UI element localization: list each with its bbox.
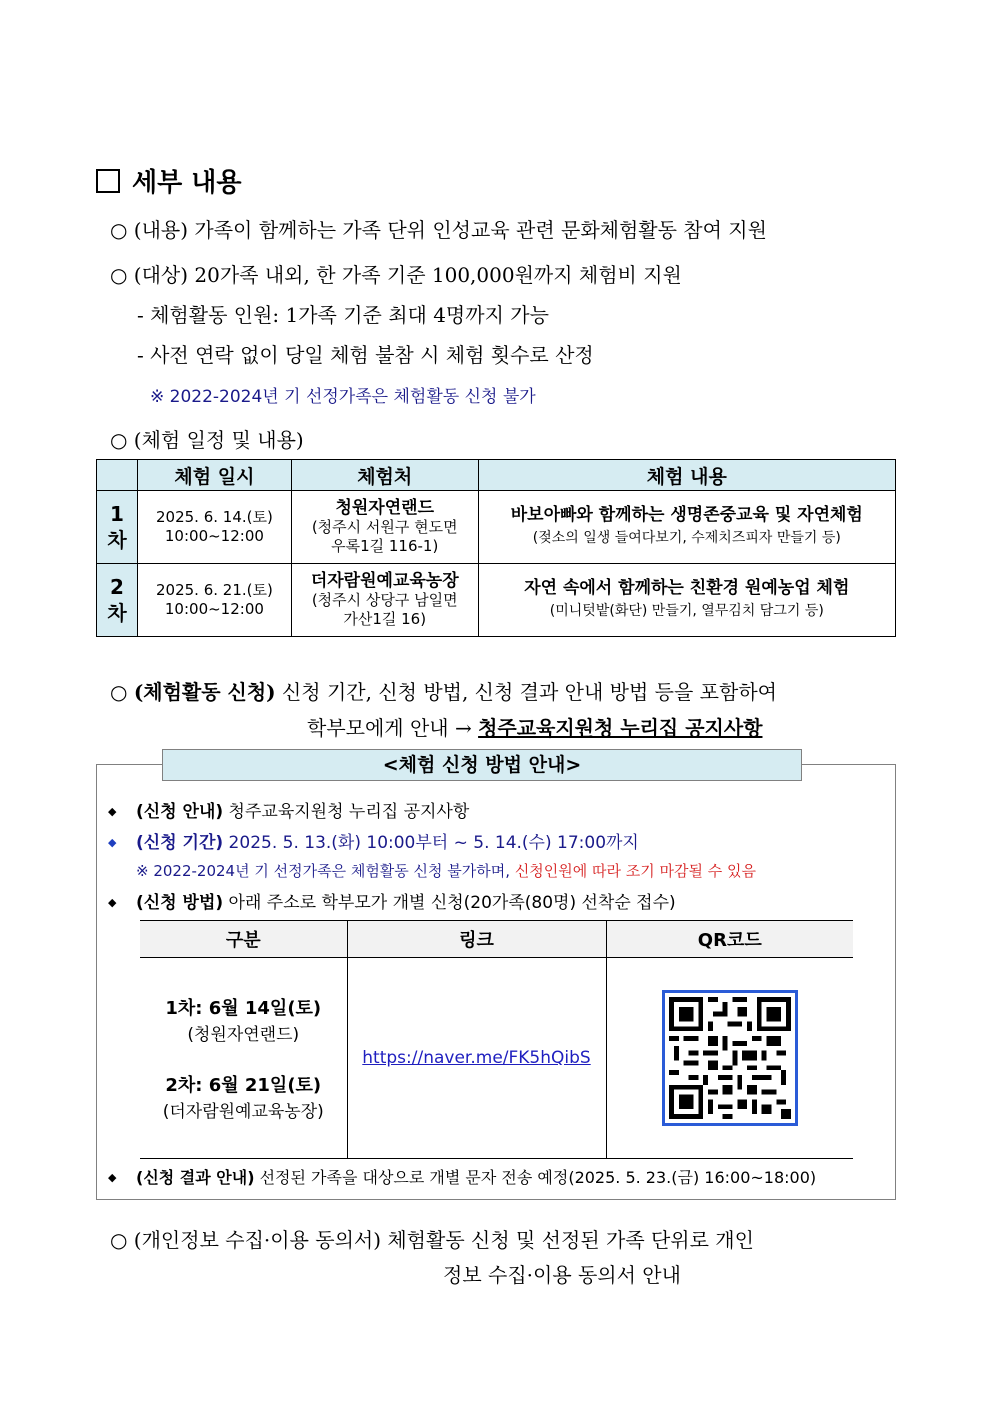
sub-bullet-1: - 체험활동 인원: 1가족 기준 최대 4명까지 가능 bbox=[137, 303, 549, 327]
place-name: 청원자연랜드 bbox=[335, 497, 434, 518]
guide-item-label: (신청 안내) bbox=[136, 802, 224, 822]
header-empty bbox=[97, 460, 138, 491]
header-qr: QR코드 bbox=[606, 921, 853, 958]
bullet-content: ○ (내용) 가족이 함께하는 가족 단위 인성교육 관련 문화체험활동 참여 지원 bbox=[110, 218, 767, 242]
round-2-date: 2차: 6월 21일(토) bbox=[165, 1075, 322, 1096]
guide-item-label: (신청 방법) bbox=[136, 893, 224, 913]
header-place: 체험처 bbox=[291, 460, 478, 491]
diamond-bullet-icon: ◆ bbox=[108, 836, 117, 849]
content-sub: (젖소의 일생 들여다보기, 수제치즈피자 만들기 등) bbox=[532, 530, 841, 546]
content-sub: (미니텃밭(화단) 만들기, 열무김치 담그기 등) bbox=[549, 603, 824, 619]
guide-item-label: (신청 결과 안내) bbox=[136, 1168, 255, 1187]
date: 2025. 6. 14.(토) bbox=[155, 508, 273, 526]
note-restriction: ※ 2022-2024년 기 선정가족은 체험활동 신청 불가 bbox=[150, 387, 536, 407]
guide-item-text: 아래 주소로 학부모가 개별 신청(20가족(80명) 선착순 접수) bbox=[223, 893, 676, 913]
schedule-row bbox=[97, 491, 896, 564]
place-cell bbox=[291, 491, 478, 564]
guide-item-label: (신청 기간) bbox=[136, 833, 224, 853]
date-cell bbox=[137, 491, 291, 564]
diamond-bullet-icon: ◆ bbox=[108, 896, 117, 909]
place-address: (청주시 서원구 현도면 bbox=[311, 517, 458, 536]
header-date: 체험 일시 bbox=[137, 460, 291, 491]
guide-item-text: 선정된 가족을 대상으로 개별 문자 전송 예정(2025. 5. 23.(금) 16:00~18:00) bbox=[254, 1168, 817, 1187]
guide-item-notice bbox=[108, 797, 469, 822]
round-1-date: 1차: 6월 14일(토) bbox=[165, 998, 322, 1019]
application-url-link[interactable]: https://naver.me/FK5hQibS bbox=[362, 1048, 591, 1068]
round-cell bbox=[97, 564, 138, 637]
round-suffix: 차 bbox=[107, 601, 127, 625]
rounds-cell bbox=[140, 958, 347, 1159]
qr-code-icon[interactable] bbox=[662, 990, 798, 1126]
header-content: 체험 내용 bbox=[478, 460, 895, 491]
application-text: 학부모에게 안내 → bbox=[307, 716, 479, 740]
schedule-header-row bbox=[97, 460, 896, 491]
round-2-place: (더자람원예교육농장) bbox=[162, 1102, 324, 1122]
diamond-bullet-icon: ◆ bbox=[108, 805, 117, 818]
notice-board-link[interactable]: 청주교육지원청 누리집 공지사항 bbox=[478, 716, 763, 740]
guide-item-method bbox=[108, 888, 676, 913]
header-category: 구분 bbox=[140, 921, 347, 958]
diamond-bullet-icon: ◆ bbox=[108, 1171, 117, 1184]
place-name: 더자람원예교육농장 bbox=[310, 570, 459, 591]
place-cell bbox=[291, 564, 478, 637]
content-cell bbox=[478, 564, 895, 637]
time: 10:00~12:00 bbox=[164, 527, 264, 545]
guide-note bbox=[136, 860, 756, 881]
application-link-table bbox=[140, 920, 853, 1159]
round-number: 2 bbox=[110, 575, 124, 599]
schedule-heading: ○ (체험 일정 및 내용) bbox=[110, 428, 304, 452]
guide-item-result bbox=[108, 1165, 816, 1188]
place-address: 가산1길 16) bbox=[343, 609, 427, 628]
round-suffix: 차 bbox=[107, 528, 127, 552]
qr-cell bbox=[606, 958, 853, 1159]
guide-note-warning: 신청인원에 따라 조기 마감될 수 있음 bbox=[514, 862, 757, 880]
date: 2025. 6. 21.(토) bbox=[155, 581, 273, 599]
application-label: (체험활동 신청) bbox=[133, 680, 276, 704]
checkbox-square-icon bbox=[96, 169, 120, 193]
round-1-place: (청원자연랜드) bbox=[187, 1025, 300, 1045]
guide-box-title: <체험 신청 방법 안내> bbox=[162, 749, 802, 781]
content-main: 자연 속에서 함께하는 친환경 원예농업 체험 bbox=[524, 578, 850, 598]
guide-item-period bbox=[108, 828, 639, 853]
guide-note-text: ※ 2022-2024년 기 선정가족은 체험활동 신청 불가하며, bbox=[136, 862, 515, 880]
link-table-row bbox=[140, 958, 853, 1159]
link-table-header bbox=[140, 921, 853, 958]
bullet-target: ○ (대상) 20가족 내외, 한 가족 기준 100,000원까지 체험비 지원 bbox=[110, 263, 682, 287]
application-text: 신청 기간, 신청 방법, 신청 결과 안내 방법 등을 포함하여 bbox=[275, 680, 777, 704]
privacy-line-1: ○ (개인정보 수집·이용 동의서) 체험활동 신청 및 선정된 가족 단위로 개인 bbox=[110, 1228, 754, 1252]
schedule-table bbox=[96, 459, 896, 637]
time: 10:00~12:00 bbox=[164, 600, 264, 618]
application-line-1 bbox=[110, 676, 777, 705]
place-address: 우록1길 116-1) bbox=[331, 536, 439, 555]
section-title bbox=[96, 162, 242, 199]
date-cell bbox=[137, 564, 291, 637]
guide-item-text: 2025. 5. 13.(화) 10:00부터 ~ 5. 14.(수) 17:00까지 bbox=[223, 833, 639, 853]
section-title-text: 세부 내용 bbox=[132, 168, 242, 198]
sub-bullet-2: - 사전 연락 없이 당일 체험 불참 시 체험 횟수로 산정 bbox=[137, 343, 594, 367]
content-cell bbox=[478, 491, 895, 564]
content-main: 바보아빠와 함께하는 생명존중교육 및 자연체험 bbox=[510, 505, 863, 525]
header-link: 링크 bbox=[347, 921, 606, 958]
guide-item-text: 청주교육지원청 누리집 공지사항 bbox=[223, 802, 470, 822]
link-cell bbox=[347, 958, 606, 1159]
schedule-row bbox=[97, 564, 896, 637]
round-cell bbox=[97, 491, 138, 564]
bullet-mark: ○ bbox=[110, 680, 128, 704]
application-line-2 bbox=[307, 712, 762, 741]
privacy-line-2: 정보 수집·이용 동의서 안내 bbox=[443, 1263, 681, 1287]
place-address: (청주시 상당구 남일면 bbox=[311, 590, 458, 609]
round-number: 1 bbox=[110, 502, 124, 526]
